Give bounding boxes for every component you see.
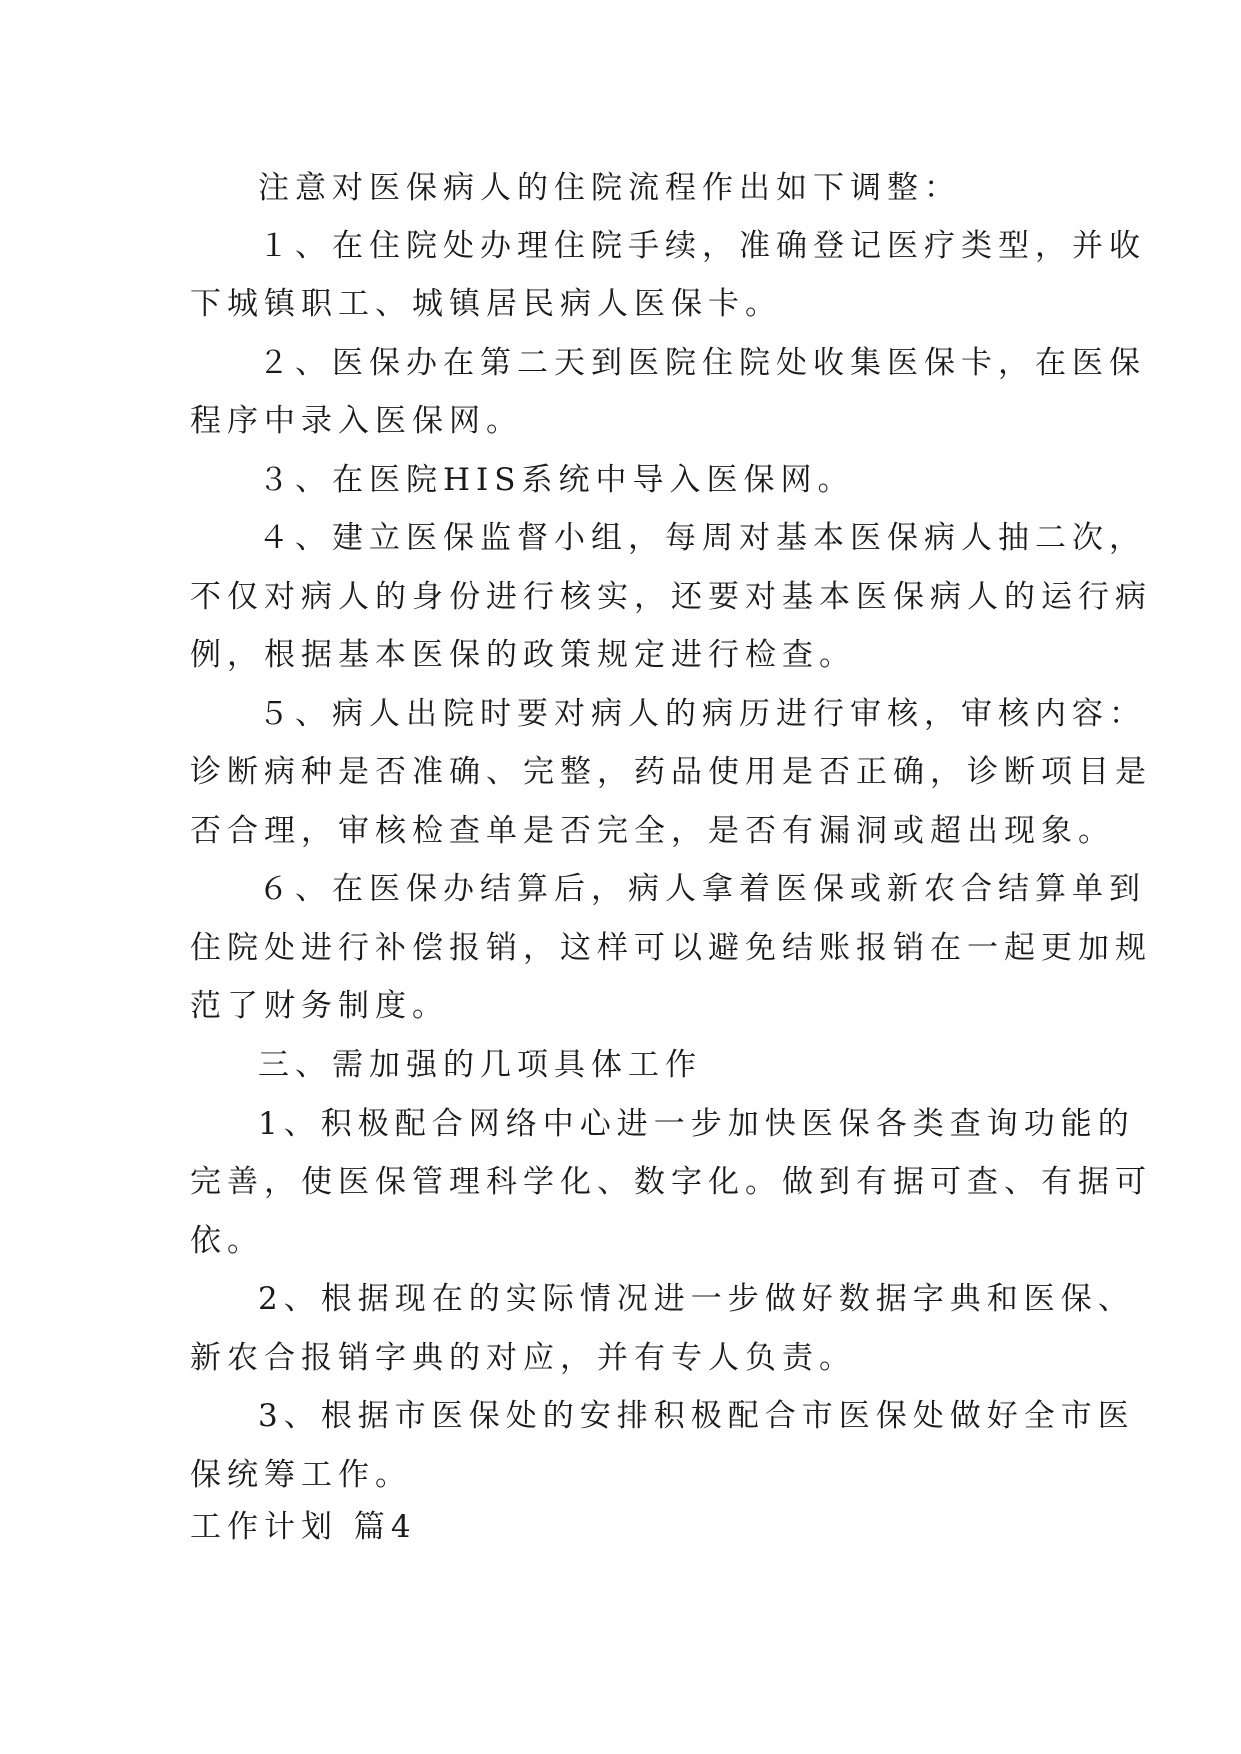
task-2-line-1: 2、根据现在的实际情况进一步做好数据字典和医保、 [258,1281,1135,1317]
item-6-line-1: ６、在医保办结算后，病人拿着医保或新农合结算单到 [258,871,1146,907]
task-3-line-1: 3、根据市医保处的安排积极配合市医保处做好全市医 [258,1398,1135,1434]
item-4-line-3: 例，根据基本医保的政策规定进行检查。 [190,637,856,673]
item-6-line-2: 住院处进行补偿报销，这样可以避免结账报销在一起更加规 [190,930,1152,966]
item-2-line-2: 程序中录入医保网。 [190,403,523,439]
task-2-line-2: 新农合报销字典的对应，并有专人负责。 [190,1340,856,1376]
task-1-line-3: 依。 [190,1223,264,1259]
item-4-line-1: ４、建立医保监督小组，每周对基本医保病人抽二次， [258,520,1146,556]
item-1-line-2: 下城镇职工、城镇居民病人医保卡。 [190,286,782,322]
section-heading-3: 三、需加强的几项具体工作 [258,1047,702,1083]
item-2-line-1: ２、医保办在第二天到医院住院处收集医保卡，在医保 [258,345,1146,381]
item-3-line-1: ３、在医院HIS系统中导入医保网。 [258,462,855,498]
item-4-line-2: 不仅对病人的身份进行核实，还要对基本医保病人的运行病 [190,579,1152,615]
item-5-line-3: 否合理，审核检查单是否完全，是否有漏洞或超出现象。 [190,813,1115,849]
item-1-line-1: １、在住院处办理住院手续，准确登记医疗类型，并收 [258,228,1146,264]
item-5-line-1: ５、病人出院时要对病人的病历进行审核，审核内容： [258,696,1146,732]
task-1-line-1: 1、积极配合网络中心进一步加快医保各类查询功能的 [258,1106,1135,1142]
next-section-title: 工作计划 篇4 [190,1509,417,1545]
item-5-line-2: 诊断病种是否准确、完整，药品使用是否正确，诊断项目是 [190,754,1152,790]
paragraph-intro: 注意对医保病人的住院流程作出如下调整： [258,170,961,206]
task-3-line-2: 保统筹工作。 [190,1457,412,1493]
item-6-line-3: 范了财务制度。 [190,988,449,1024]
task-1-line-2: 完善，使医保管理科学化、数字化。做到有据可查、有据可 [190,1164,1152,1200]
